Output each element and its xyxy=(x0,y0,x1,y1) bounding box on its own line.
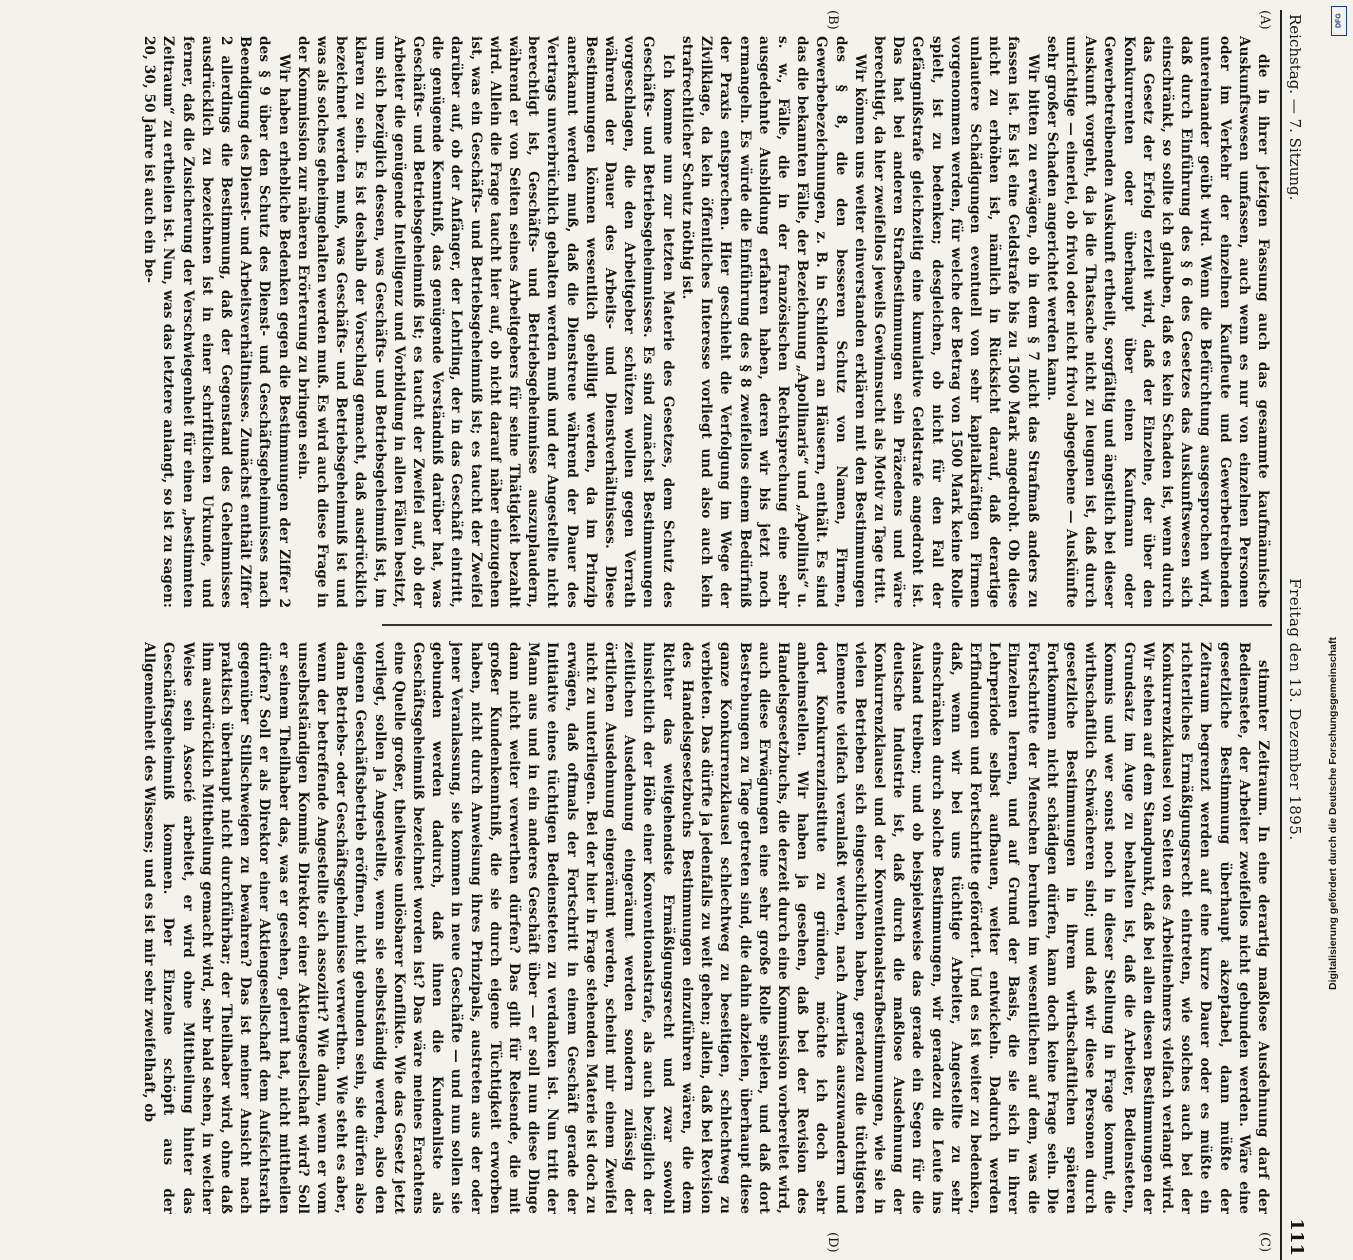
margin-mark-b: (B) xyxy=(825,10,840,30)
margin-mark-a: (A) xyxy=(1257,10,1272,30)
column-divider xyxy=(382,624,1272,626)
dfg-logo: DFG xyxy=(1331,6,1347,36)
header-rule xyxy=(1280,10,1282,1260)
paragraph: stimmter Zeitraum. In eine derartig maßlose Ausdehnung darf der Bedienstete, der Arbeiter zweifellos nicht gebunden werden. Wäre eine gesetzliche Bestimmung überhaupt akzeptabel, dann müßte der Zeitraum begrenzt werden auf eine kurze Dauer oder es müßte ein richterliches Ermäßigungsrecht eintreten, wie solches auch bei der Konkurrenzklausel von Seiten des Arbeitnehmers vielfach verlangt wird. Wir stehen auf dem Standpunkt, daß bei allen diesen Bestimmungen der Grundsatz im Auge zu behalten ist, daß die Arbeiter, Bediensteten, Kommis und wer sonst noch in dieser Stellung in Frage kommt, die wirthschaftlich Schwächeren sind; und daß wir diese Personen durch gesetzliche Bestimmungen in ihrem wirthschaftlichen späteren Fortkommen nicht schädigen dürfen, kann doch keine Frage sein. Die Fortschritte der Menschen beruhen im wesentlichen auf dem, was die Einzelnen lernen, und auf Grund der Basis, die sie sich in ihrer Lehrperiode selbst aufbauen, weiter entwickeln. Dadurch werden Erfindungen und Fortschritte gefördert. Und es ist weiter zu bedenken, daß, wenn wir bei uns tüchtige Arbeiter, Angestellte zu sehr einschränken durch solche Bestimmungen, wir geradezu die Leute ins Ausland treiben; und ob beispielsweise das gerade ein Segen für die deutsche Industrie ist, daß durch die maßlose Ausdehnung der Konkurrenzklausel und der Konventionalstrafbestimmungen, wie sie in vielen Betrieben sich eingeschlichen haben, geradezu die tüchtigsten Elemente vielfach veranlaßt werden, nach Amerika auszuwandern und dort Konkurrenzinstitute zu gründen, möchte ich doch sehr anheimstellen. Wir haben ja gesehen, daß bei der Revision des Handelsgesetzbuchs, die derzeit durch eine Kommission vorbereitet wird, auch diese Erwägungen eine sehr große Rolle spielen, und daß dort Bestrebungen zu Tage getreten sind, die dahin abzielen, überhaupt diese ganze Konkurrenzklausel schlechtweg zu beseitigen, schlechtweg zu verbieten. Das dürfte ja jedenfalls zu weit gehen; allein, daß bei Revision des Handelsgesetzbuchs Bestimmungen einzuführen wären, die dem Richter das weitgehendste Ermäßigungsrecht und zwar sowohl hinsichtlich der Höhe einer Konventionalstrafe, als auch bezüglich der zeitlichen Ausdehnung eingeräumt werden sondern zulässig der örtlichen Ausdehnung eingeräumt werden, scheint mir einem Zweifel nicht zu unterliegen. Bei der hier in Frage stehenden Materie ist doch zu erwägen, daß oftmals der Fortschritt in einem Geschäft gerade der Initiative eines tüchtigen Bediensteten zu verdanken ist. Nun tritt der Mann aus und in ein anderes Geschäft über — er soll nun diese Dinge dann nicht weiter verwerthen dürfen? Das gilt für Reisende, die mit großer Kundenkenntniß, die sie durch eigene Tüchtigkeit erworben haben, nicht durch Anweisung ihres Prinzipals, austreten aus der oder jener Veranlassung, sie kommen in neue Geschäfte — und nun sollen sie gebunden werden dadurch, daß ihnen die Kundenliste als Geschäftsgeheimniß bezeichnet worden ist? Das wäre meines Erachtens eine Quelle großer, theilweise unlösbarer Konflikte. Wie das Gesetz jetzt vorliegt, sollen ja Angestellte, wenn sie selbstständig werden, also den eigenen Geschäftsbetrieb eröffnen, nicht gebunden sein, sie dürfen also dann Betriebs- oder Geschäftsgeheimnisse verwerthen. Wie steht es aber, wenn der betreffende Angestellte sich assoziirt? Wie dann, wenn er vom unselbstständigen Kommis Direktor einer Aktiengesellschaft wird? Soll er seinem Theilhaber das, was er gesehen, gelernt hat, nicht mittheilen dürfen? Soll er als Direktor einer Aktiengesellschaft dem Aufsichtsrath gegenüber Stillschweigen zu bewahren? Das ist meiner Ansicht nach praktisch überhaupt nicht durchführbar; der Theilhaber wird, ohne daß ihm ausdrücklich Mittheilung gemacht wird, sehr bald sehen, in welcher Weise sein Associé arbeitet, er wird ohne Mittheilung hinter das Geschäftsgeheimniß kommen. Der Einzelne schöpft aus der Allgemeinheit des Wissens; und es ist mir sehr zweifelhaft, ob xyxy=(141,642,1271,1214)
right-column xyxy=(141,642,1272,1240)
paragraph: die in ihrer jetzigen Fassung auch das gesammte kaufmännische Auskunftswesen umfassen, auch wenn es nur von einzelnen Personen oder im Verkehr der einzelnen Kaufleute und Gewerbetreibenden untereinander geübt wird. Wenn die Befürchtung ausgesprochen wird, daß durch Einführung des § 6 des Gesetzes das Auskunftswesen sich einschränkt, so sollte ich glauben, daß es kein Schaden ist, wenn durch das Gesetz der Erfolg erzielt wird, daß der Einzelne, der über den Konkurrenten oder überhaupt über einen Kaufmann oder Gewerbetreibenden Auskunft ertheilt, sorgfältig und ängstlich bei dieser Auskunft vorgeht, da ja die Thatsache nicht zu leugnen ist, daß durch unrichtige — einerlei, ob frivol oder nicht frivol abgegebene — Auskünfte sehr großer Schaden angerichtet werden kann. xyxy=(1043,36,1271,608)
text-columns xyxy=(141,10,1272,1260)
digitization-note: Digitalisierung gefördert durch die Deutsche Forschungsgemeinschaft xyxy=(1327,637,1339,990)
page-number: 111 xyxy=(1286,1218,1307,1256)
paragraph: Wir haben erhebliche Bedenken gegen die Bestimmungen der Ziffer 2 des § 9 über den Schutz des Dienst- und Geschäftsgeheimnisses nach Beendigung des Dienst- und Arbeitsverhältnisses. Zunächst enthält Ziffer 2 allerdings die Bestimmung, daß der Gegenstand des Geheimnisses ausdrücklich zu bezeichnen ist in einer schriftlichen Urkunde, und ferner, daß die Zusicherung der Verschwiegenheit für einen „bestimmten Zeitraum“ zu ertheilen ist. Nun, was das letztere anlangt, so ist zu sagen: 20, 30, 50 Jahre ist auch ein be- xyxy=(141,36,292,608)
margin-mark-c: (C) xyxy=(1257,1232,1272,1253)
page-content xyxy=(141,10,1320,1260)
paragraph: Wir bitten zu erwägen, ob in dem § 7 nicht das Strafmaß anders zu fassen ist. Es ist eine Geldstrafe bis zu 1500 Mark angedroht. Ob diese nicht zu erhöhen ist, nämlich in Rücksicht darauf, daß derartige unlautere Schädigungen eventuell von sehr kapitalkräftigen Firmen vorgenommen werden, für welche der Betrag von 1500 Mark keine Rolle spielt, ist zu bedenken; desgleichen, ob nicht für den Fall der Gefängnißstrafe gleichzeitig eine kumulative Geldstrafe angedroht ist. Das hat bei anderen Strafbestimmungen sein Präzedens und wäre berechtigt, da hier zweifellos jeweils Gewinnsucht als Motiv zu Tage tritt. xyxy=(870,36,1041,608)
rotated-page xyxy=(70,10,1320,1256)
left-column xyxy=(141,10,1272,608)
paragraph: Wir können uns weiter einverstanden erklären mit den Bestimmungen des § 8, die den besseren Schutz von Namen, Firmen, Gewerbebezeichnungen, z. B. in Schildern an Häusern, enthält. Es sind das die bekannten Fälle, der Bezeichnung „Apollinaris“ und „Apollinis“ u. s. w., Fälle, die in der französischen Rechtsprechung eine sehr ausgedehnte Ausbildung erfahren haben, deren wir bis jetzt noch ermangeln. Es würde die Einführung des § 8 zweifellos einem Bedürfniß der Praxis entsprechen. Hier geschieht die Verfolgung im Wege der Zivilklage, da kein öffentliches Interesse vorliegt und also auch kein strafrechtlicher Schutz nöthig ist. xyxy=(678,36,868,608)
running-head xyxy=(1286,10,1320,1260)
paragraph: Ich komme nun zur letzten Materie des Gesetzes, dem Schutz des Geschäfts- und Betriebsgeheimnisses. Es sind zunächst Bestimmungen vorgeschlagen, die den Arbeitgeber schützen wollen gegen Verrath während der Dauer des Arbeits- und Dienstverhältnisses. Diese Bestimmungen können wesentlich gebilligt werden, da im Prinzip anerkannt werden muß, daß die Dienstreue während der Dauer des Vertrags unverbrüchlich gehalten werden muß und der Angestellte nicht berechtigt ist, Geschäfts- und Betriebsgeheimnisse auszuplaudern, während er von Seiten seines Arbeitgebers für seine Thätigkeit bezahlt wird. Allein die Frage taucht hier auf, ob nicht darauf näher einzugehen ist, was ein Geschäfts- und Betriebsgeheimniß ist; es taucht der Zweifel darüber auf, ob der Anfänger, der Lehrling, der in das Geschäft eintritt, die genügende Kenntniß, das genügende Verständniß darüber hat, was Geschäfts- und Betriebsgeheimniß ist; es taucht der Zweifel auf, ob der Arbeiter die genügende Intelligenz und Vorbildung in allen Fällen besitzt, um sich bezüglich dessen, was Geschäfts- und Betriebsgeheimniß ist, im klaren zu sein. Es ist deshalb der Vorschlag gemacht, daß ausdrücklich bezeichnet werden muß, was Geschäfts- und Betriebsgeheimniß ist und was als solches geheimgehalten werden muß. Es wird auch diese Frage in der Kommission zur näheren Erörterung zu bringen sein. xyxy=(294,36,676,608)
margin-mark-d: (D) xyxy=(825,1232,840,1253)
header-left: Reichstag. — 7. Sitzung. xyxy=(1286,14,1304,201)
header-date: Freitag den 13. Dezember 1895. xyxy=(1286,578,1304,841)
